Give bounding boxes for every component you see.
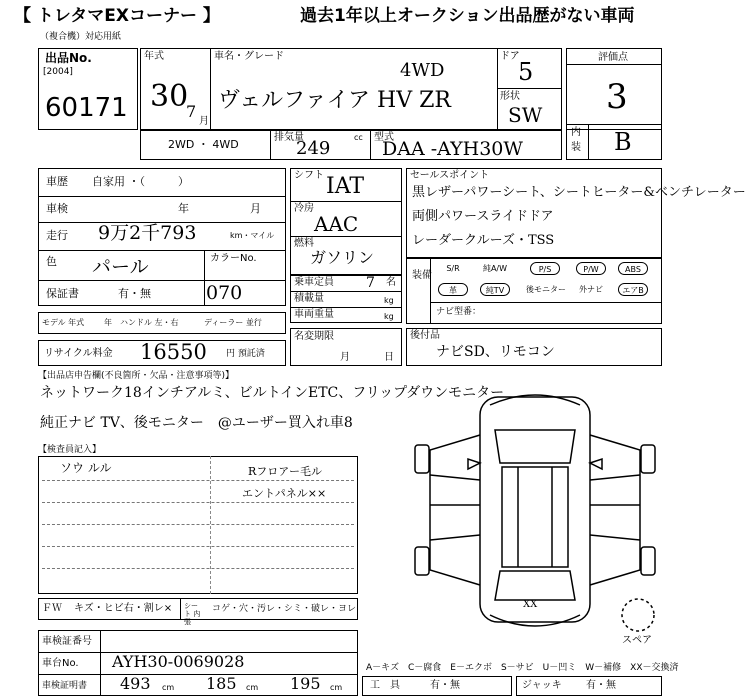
name-change-month: 月 (340, 352, 350, 363)
mirror-right (590, 459, 602, 469)
model-code-label: 型式 (374, 132, 394, 143)
equip-number-label: 車検証番号 (42, 636, 92, 647)
height-unit: cm (330, 683, 343, 692)
length-unit: cm (162, 683, 175, 692)
name-change-day: 日 (384, 352, 394, 363)
shape-value: SW (508, 103, 543, 127)
color-no-value: 070 (206, 282, 243, 304)
inspector-right-2: エントパネル×× (242, 487, 327, 500)
mirror-left (468, 459, 480, 469)
frame-label: 車台No. (42, 658, 79, 669)
sales-points-label: セールスポイント (410, 170, 490, 181)
interior-value: B (614, 128, 632, 156)
inspector-left: ソウ ルル (60, 461, 112, 475)
header-left: 【 トレタマEXコーナー 】 (14, 6, 220, 26)
interior-label-2: 装 (571, 142, 581, 153)
model-type-handle: ハンドル 左・右 (120, 318, 179, 327)
inspector-right-1: Rフロアー毛ル (248, 465, 322, 478)
displacement-value: 249 (296, 138, 331, 159)
door-value: 5 (518, 58, 534, 86)
weight-unit: kg (384, 312, 394, 321)
sales-point-line-3: レーダークルーズ・TSS (412, 233, 555, 248)
interior-label-1: 内 (571, 127, 581, 138)
model-year-value: 30 (150, 79, 189, 114)
spare-label: スペア (622, 635, 652, 646)
history-value: 自家用 ・（ ） (92, 175, 189, 188)
header-right: 過去1年以上オークション出品歴がない車両 (300, 6, 635, 26)
aftermarket-value: ナビSD、リモコン (436, 344, 555, 360)
weight-label: 車両重量 (294, 309, 334, 320)
rear-window (495, 571, 575, 600)
notes-label: 【出品店申告欄(不良箇所・欠品・注意事項等)】 (38, 371, 235, 381)
windshield (495, 430, 575, 463)
recycle-label: リサイクル料金 (44, 348, 113, 359)
model-type-label: モデル 年式 (42, 318, 85, 327)
recycle-value: 16550 (140, 340, 207, 364)
model-type-year: 年 (104, 318, 112, 327)
mileage-label: 走行 (46, 229, 68, 242)
equip-tv: 純TV (480, 283, 510, 296)
car-drive: 4WD (400, 60, 445, 81)
mileage-value: 9万2千793 (98, 222, 197, 244)
right-side-outline (590, 435, 640, 585)
score-value: 3 (606, 77, 628, 117)
spare-tire (622, 599, 654, 631)
header-bar (0, 0, 700, 32)
lot-number: 60171 (45, 93, 128, 123)
aftermarket-label: 後付品 (410, 330, 440, 341)
fuel-label: 燃料 (294, 238, 314, 249)
equip-rear-monitor: 後モニター (526, 285, 566, 294)
displacement-unit: cc (354, 133, 363, 142)
seat-label: シート 内張 (184, 602, 201, 626)
fw-label: ＦＷ (42, 603, 62, 614)
model-month-unit: 月 (199, 116, 209, 127)
shape-label: 形状 (500, 91, 520, 102)
model-month-value: 7 (186, 102, 197, 121)
equip-leather: 革 (438, 283, 468, 296)
jack-label: ジャッキ (522, 680, 562, 691)
rear-bumper-curve (490, 615, 580, 626)
capacity-label: 乗車定員 (294, 277, 334, 288)
recycle-unit: 円 預託済 (226, 349, 265, 359)
aircon-value: AAC (314, 212, 359, 236)
equipment-label: 装備 (412, 270, 432, 281)
tools-value: 有・無 (430, 680, 460, 691)
notes-line-1: ネットワーク18インチアルミ、ビルトインETC、フリップダウンモニター (40, 385, 505, 401)
inspection-label: 車検 (46, 202, 68, 215)
lot-label: 出品No. (45, 51, 92, 65)
load-unit: kg (384, 296, 394, 305)
score-label: 評価点 (598, 52, 628, 63)
tools-label: 工 具 (370, 680, 400, 691)
lot-box (38, 48, 138, 130)
length-value: 493 (120, 674, 151, 693)
sales-point-line-2: 両側パワースライドドア (412, 209, 554, 224)
inspection-year: 年 (178, 202, 189, 215)
mileage-unit: km・マイル (230, 231, 275, 240)
model-year-label: 年式 (144, 51, 164, 62)
width-unit: cm (246, 683, 259, 692)
wheel-front-right (641, 445, 655, 473)
equip-abs: ABS (618, 262, 648, 275)
history-label: 車歴 (46, 175, 68, 188)
car-damage-diagram (410, 375, 670, 645)
warranty-label: 保証書 (46, 287, 79, 300)
car-name-label: 車名・グレード (214, 51, 284, 62)
displacement-label: 排気量 (274, 132, 304, 143)
navi-model-label: ナビ型番： (436, 307, 482, 317)
width-value: 185 (206, 674, 237, 693)
notes-line-2: 純正ナビ TV、後モニター @ユーザー買入れ車8 (40, 415, 353, 431)
shift-value: IAT (326, 174, 365, 199)
inspector-label: 【検査員記入】 (38, 445, 102, 455)
aircon-label: 冷房 (294, 203, 314, 214)
equip-ps: P/S (530, 262, 560, 275)
color-no-label: カラーNo. (210, 253, 257, 264)
equip-aw: 純A/W (482, 264, 508, 273)
name-change-label: 名変期限 (294, 331, 334, 342)
inspection-month: 月 (250, 202, 261, 215)
rear-damage-mark: XX (523, 599, 538, 610)
car-name-value: ヴェルファイア HV ZR (218, 88, 451, 113)
equip-airbag: エアB (618, 283, 648, 296)
wheel-rear-right (641, 547, 655, 575)
seat-text: コゲ・穴・汚レ・シミ・破レ・ヨレ (212, 604, 357, 614)
wheel-front-left (415, 445, 429, 473)
dims-label: 車検証明書 (42, 681, 88, 691)
model-type-dealer: ディーラー 並行 (204, 318, 262, 327)
warranty-value: 有・無 (118, 287, 151, 300)
damage-code-legend: A－キズ C－腐食 E－エクボ S－サビ U－凹ミ W－補修 XX－交換済 (366, 663, 679, 673)
load-label: 積載量 (294, 293, 324, 304)
sales-point-line-1: 黒レザーパワーシート、シートヒーター&ベンチレーター (412, 185, 746, 200)
lot-year-stamp: [2004] (43, 67, 73, 77)
jack-value: 有・無 (586, 680, 616, 691)
frame-value: AYH30-0069028 (112, 652, 245, 671)
height-value: 195 (290, 674, 321, 693)
capacity-unit: 名 (386, 277, 396, 288)
fw-text: キズ・ヒビ右・割レ× (74, 603, 173, 614)
equip-pw: P/W (576, 262, 606, 275)
roof (502, 467, 568, 567)
equip-ext-navi: 外ナビ (579, 285, 603, 294)
door-label: ドア (500, 51, 520, 62)
left-side-outline (430, 435, 480, 585)
equip-sr: S/R (446, 264, 460, 273)
sheet-type: （複合機）対応用紙 (40, 32, 122, 42)
drive-select: 2WD ・ 4WD (168, 138, 239, 151)
fuel-value: ガソリン (310, 248, 375, 267)
capacity-value: 7 (366, 275, 375, 291)
wheel-rear-left (415, 547, 429, 575)
shift-label: シフト (294, 170, 324, 181)
model-code-value: DAA -AYH30W (382, 138, 523, 160)
color-label: 色 (46, 255, 57, 268)
color-value: パール (92, 256, 149, 278)
